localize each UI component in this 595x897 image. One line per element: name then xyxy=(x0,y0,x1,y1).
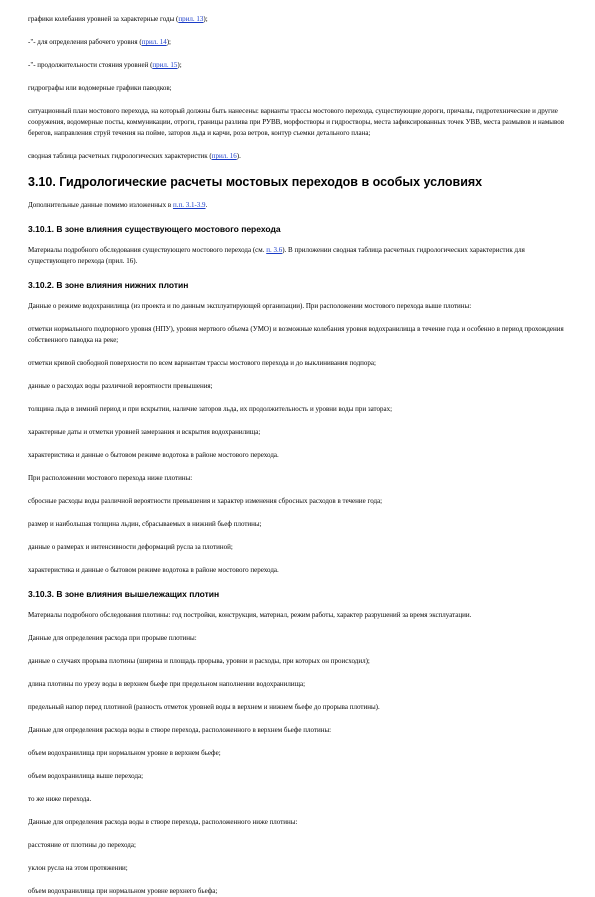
paragraph-text: гидрографы или водомерные графики паводков; xyxy=(28,84,172,92)
paragraph-text-tail: ). xyxy=(236,152,241,160)
paragraph-text: объем водохранилища при нормальном уровне в верхнем бьефе; xyxy=(28,749,221,757)
paragraph-text: графики колебания уровней за характерные годы ( xyxy=(28,15,179,23)
paragraph xyxy=(28,771,567,782)
paragraph xyxy=(28,702,567,713)
paragraph-text: расстояние от плотины до перехода; xyxy=(28,841,136,849)
paragraph-text: длина плотины по урезу воды в верхнем бьефе при предельном наполнении водохранилища; xyxy=(28,680,306,688)
paragraph-text: Данные для определения расхода воды в створе перехода, расположенного ниже плотины: xyxy=(28,818,298,826)
paragraph xyxy=(28,60,567,71)
paragraph-text: отметки кривой свободной поверхности по всем вариантам трассы мостового перехода и до выклинивания подпора; xyxy=(28,359,376,367)
subsection-heading: 3.10.3. В зоне влияния вышележащих плотин xyxy=(28,589,220,599)
paragraph-text: то же ниже перехода. xyxy=(28,795,92,803)
paragraph xyxy=(28,656,567,667)
paragraph xyxy=(28,358,567,369)
paragraph xyxy=(28,610,567,621)
paragraph xyxy=(28,301,567,312)
paragraph-text: данные о случаях прорыва плотины (ширина и площадь прорыва, уровни и расходы, при которых он происходил); xyxy=(28,657,370,665)
paragraph xyxy=(28,14,567,25)
paragraph xyxy=(28,324,567,346)
paragraph xyxy=(28,542,567,553)
paragraph xyxy=(28,679,567,690)
paragraph xyxy=(28,404,567,415)
paragraph-text: ситуационный план мостового перехода, на который должны быть нанесены: варианты трассы мостового перехода, существующие дороги, причалы, гидротехнические и другие сооружения, водомерные посты, коммуникации, отроги, границы разлива при РУВВ, морфостворы и гидростворы, места зафиксированных точек УВВ, места размывов и намывов берегов, направления струй течения на пойме, заторов льда и карчи, роза ветров, контур съемки детального плана; xyxy=(28,107,565,137)
paragraph-text: Дополнительные данные помимо изложенных в xyxy=(28,201,173,209)
paragraph xyxy=(28,381,567,392)
paragraph xyxy=(28,200,567,211)
paragraph-text: характеристика и данные о бытовом режиме водотока в районе мостового перехода. xyxy=(28,451,279,459)
paragraph xyxy=(28,633,567,644)
paragraph-text: сводная таблица расчетных гидрологических характеристик ( xyxy=(28,152,212,160)
paragraph xyxy=(28,725,567,736)
paragraph xyxy=(28,37,567,48)
paragraph-text: объем водохранилища выше перехода; xyxy=(28,772,144,780)
paragraph xyxy=(28,886,567,897)
paragraph-text-tail: . xyxy=(205,201,208,209)
paragraph xyxy=(28,151,567,162)
paragraph-text: Материалы подробного обследования плотины: год постройки, конструкция, материал, режим работы, характер разрушений за время эксплуатации. xyxy=(28,611,472,619)
paragraph xyxy=(28,863,567,874)
subsection-heading: 3.10.2. В зоне влияния нижних плотин xyxy=(28,280,189,290)
paragraph-text: уклон русла на этом протяжении; xyxy=(28,864,128,872)
paragraph-text: данные о расходах воды различной вероятности превышения; xyxy=(28,382,213,390)
paragraph-text: данные о размерах и интенсивности деформаций русла за плотиной; xyxy=(28,543,233,551)
paragraph xyxy=(28,565,567,576)
subsection-heading: 3.10.1. В зоне влияния существующего мостового перехода xyxy=(28,224,281,234)
paragraph xyxy=(28,83,567,94)
reference-link[interactable]: прил. 14 xyxy=(141,38,167,46)
paragraph-text: Данные для определения расхода воды в створе перехода, расположенного в верхнем бьефе плотины: xyxy=(28,726,332,734)
paragraph-text: При расположении мостового перехода ниже плотины: xyxy=(28,474,193,482)
paragraph-text: характеристика и данные о бытовом режиме водотока в районе мостового перехода. xyxy=(28,566,279,574)
paragraph-text: Данные о режиме водохранилища (из проекта и по данным эксплуатирующей организации). При расположении мостового перехода выше плотины: xyxy=(28,302,472,310)
paragraph xyxy=(28,245,567,267)
paragraph-text: -"- для определения рабочего уровня ( xyxy=(28,38,142,46)
section-heading: 3.10. Гидрологические расчеты мостовых переходов в особых условиях xyxy=(28,175,483,189)
paragraph-text: -"- продолжительности стояния уровней ( xyxy=(28,61,153,69)
reference-link[interactable]: прил. 13 xyxy=(178,15,204,23)
paragraph-text: Материалы подробного обследования существующего мостового перехода (см. xyxy=(28,246,267,254)
paragraph-text: объем водохранилища при нормальном уровне верхнего бьефа; xyxy=(28,887,218,895)
paragraph xyxy=(28,450,567,461)
reference-link[interactable]: прил. 15 xyxy=(152,61,178,69)
paragraph-text-tail: ); xyxy=(203,15,208,23)
paragraph xyxy=(28,748,567,759)
paragraph xyxy=(28,794,567,805)
paragraph-text-tail: ). В приложении сводная таблица расчетных гидрологических характеристик для существующего перехода (прил. 16). xyxy=(28,246,525,265)
paragraph-text: характерные даты и отметки уровней замерзания и вскрытия водохранилища; xyxy=(28,428,261,436)
reference-link[interactable]: п.п. 3.1-3.9 xyxy=(172,201,206,209)
paragraph-text-tail: ); xyxy=(166,38,171,46)
paragraph-text: предельный напор перед плотиной (разность отметок уровней воды в верхнем и нижнем бьефе до прорыва плотины). xyxy=(28,703,380,711)
paragraph xyxy=(28,427,567,438)
paragraph xyxy=(28,519,567,530)
reference-link[interactable]: п. 3.6 xyxy=(266,246,283,254)
reference-link[interactable]: прил. 16 xyxy=(211,152,237,160)
paragraph-text: сбросные расходы воды различной вероятности превышения и характер изменения сбросных расходов в течение года; xyxy=(28,497,383,505)
paragraph-text-tail: ); xyxy=(177,61,182,69)
paragraph-text: Данные для определения расхода при прорыве плотины: xyxy=(28,634,197,642)
paragraph-text: отметки нормального подпорного уровня (НПУ), уровня мертвого объема (УМО) и возможные колебания уровня водохранилища в течение года и особенно в период прохождения собственного паводка на реке; xyxy=(28,325,564,344)
paragraph-text: размер и наибольшая толщина льдин, сбрасываемых в нижний бьеф плотины; xyxy=(28,520,262,528)
paragraph xyxy=(28,106,567,139)
paragraph xyxy=(28,496,567,507)
paragraph xyxy=(28,817,567,828)
paragraph-text: толщина льда в зимний период и при вскрытии, наличие заторов льда, их продолжительность и уровни воды при заторах; xyxy=(28,405,393,413)
paragraph xyxy=(28,473,567,484)
